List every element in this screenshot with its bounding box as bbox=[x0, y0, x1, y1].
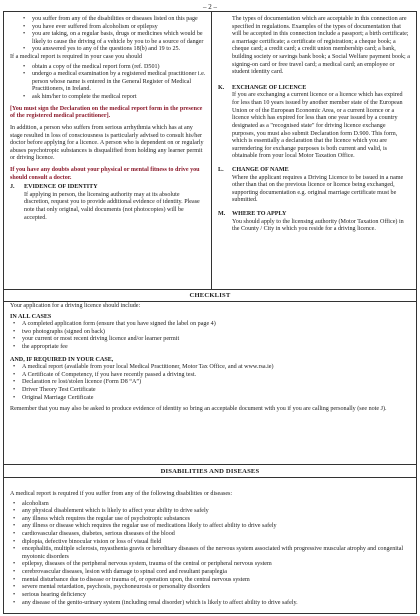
list-item: • Declaration re lost/stolen licence (Form D8 “A”) bbox=[10, 379, 410, 387]
checklist-intro: Your application for a driving licence should include: bbox=[10, 303, 141, 309]
if-required-list bbox=[10, 364, 410, 402]
diseases-list bbox=[10, 501, 412, 608]
list-item: • A medical report (available from your local Medical Practitioner, Motor Tax Office, and at www.rsa.ie) bbox=[10, 364, 410, 372]
section-k-text: If you are exchanging a current licence or a licence which has expired for less than 10 years issued by another member state of the European Union or of the European Economic Area, or a current licence or a licence which has expired for less than one year issued by a country designated as a "recognised state" for driving licence exchange purposes, you must also submit Declaration form D.900. This form, which is essentially a declaration that the licence which you are surrendering for exchange purposes is both current and valid, is obtainable from your local Motor Taxation Office. bbox=[232, 92, 403, 160]
section-j-text: If applying in person, the licensing authority may at its absolute discretion, request you to provide additional evidence of identity. Please note that only original, valid documents (not photocopies) will be accepted. bbox=[24, 191, 200, 221]
right-column bbox=[218, 16, 410, 236]
left-column bbox=[10, 16, 206, 224]
section-title: CHANGE OF NAME bbox=[232, 166, 289, 173]
section-letter: J. bbox=[10, 184, 15, 191]
list-item: • Original Marriage Certificate bbox=[10, 395, 410, 403]
list-item: • you answered yes to any of the questions 18(b) and 19 to 25. bbox=[18, 46, 206, 54]
diseases-section bbox=[10, 491, 412, 607]
section-letter: M. bbox=[218, 211, 226, 218]
column-divider bbox=[211, 12, 212, 290]
list-item: • you suffer from any of the disabilities or diseases listed on this page bbox=[18, 16, 206, 24]
list-item: • diplopia, defective binocular vision or loss of visual field bbox=[10, 539, 412, 547]
page-number: – 2 – bbox=[203, 3, 217, 11]
signature-warning: [You must sign the Declaration on the medical report form in the presence of the registered medical practitioner]. bbox=[10, 105, 203, 120]
list-item: • any illness which requires the regular use of psychotropic substances bbox=[10, 516, 412, 524]
diseases-intro: A medical report is required if you suffer from any of the following disabilities or diseases: bbox=[10, 491, 233, 497]
list-item: • Driver Theory Test Certificate bbox=[10, 387, 410, 395]
list-item: • mental disturbance due to disease or trauma of, or operation upon, the central nervous system bbox=[10, 577, 412, 585]
medical-trigger-list bbox=[18, 16, 206, 54]
arrhythmia-note: In addition, a person who suffers from serious arrhythmia which has at any stage resulted in loss of consciousness is particularly advised to consult his/her doctor before applying for a licence. A person who is dependent on or regularly abuses psychotropic substances is disqualified from holding any learner permit or driving licence. bbox=[10, 124, 204, 162]
all-cases-heading: IN ALL CASES bbox=[10, 313, 52, 320]
list-item: • A Certificate of Competency, if you have recently passed a driving test. bbox=[10, 372, 410, 380]
list-item: • any physical disablement which is likely to affect your ability to drive safely bbox=[10, 508, 412, 516]
section-letter: L. bbox=[218, 166, 224, 173]
section-l-text: Where the applicant requires a Driving Licence to be issued in a name other than that on the previous licence or licence being exchanged, supporting documentation e.g. original marriage certificate must be submitted. bbox=[232, 174, 404, 204]
list-item: • two photographs (signed on back) bbox=[10, 329, 410, 337]
section-l-heading bbox=[218, 167, 410, 175]
checklist-section bbox=[10, 303, 410, 416]
list-item: • you are taking, on a regular basis, drugs or medicines which would be likely to cause the driving of a vehicle by you to be a source of danger bbox=[18, 31, 206, 46]
list-item: • undergo a medical examination by a registered medical practitioner i.e. person whose name is entered in the General Register of Medical Practitioners, in Ireland. bbox=[18, 71, 206, 94]
list-item: • severe mental retardation, psychosis, psychoneurosis or personality disorders bbox=[10, 584, 412, 592]
list-item: • serious hearing deficiency bbox=[10, 592, 412, 600]
list-item: • A completed application form (ensure that you have signed the label on page 4) bbox=[10, 321, 410, 329]
list-item: • obtain a copy of the medical report form (ref. D501) bbox=[18, 64, 206, 72]
fitness-warning: If you have any doubts about your physical or mental fitness to drive you should consult a doctor. bbox=[10, 166, 200, 181]
checklist-heading: CHECKLIST bbox=[4, 290, 416, 302]
list-item: • cerebrovascular diseases, lesion with damage to spinal cord and resultant paraplegia bbox=[10, 569, 412, 577]
list-item: • you have ever suffered from alcoholism or epilepsy bbox=[18, 24, 206, 32]
diseases-heading: DISABILITIES AND DISEASES bbox=[4, 464, 416, 478]
medical-intro: If a medical report is required in your case you should bbox=[10, 54, 142, 61]
list-item: • your current or most recent driving licence and/or learner permit bbox=[10, 336, 410, 344]
section-m-heading bbox=[218, 211, 410, 219]
list-item: • encephalitis, multiple sclerosis, myasthenia gravis or hereditary diseases of the nervous system associated with progressive muscular atrophy and congenital myotonic disorders bbox=[10, 546, 412, 561]
notes-columns bbox=[4, 12, 416, 290]
list-item: • the appropriate fee bbox=[10, 344, 410, 352]
medical-steps-list bbox=[18, 64, 206, 102]
list-item: • ask him/her to complete the medical report bbox=[18, 94, 206, 102]
checklist-closing: Remember that you may also be asked to produce evidence of identity so bring an acceptable document with you if you are calling personally (see note J). bbox=[10, 406, 387, 413]
section-m-text: You should apply to the licensing authority (Motor Taxation Office) in the County / City in which you reside for a driving licence. bbox=[232, 218, 404, 233]
list-item: • alcoholism bbox=[10, 501, 412, 509]
section-title: EXCHANGE OF LICENCE bbox=[232, 84, 307, 91]
list-item: • cardiovascular diseases, diabetes, serious diseases of the blood bbox=[10, 531, 412, 539]
document-frame bbox=[3, 11, 417, 614]
if-required-heading: AND, IF REQUIRED IN YOUR CASE, bbox=[10, 356, 114, 363]
identity-documents-text: The types of documentation which are acceptable in this connection are specified in regulations. Examples of the types of documentation that will be accepted in this connection include a passport; a birth certificate; a marriage certificate; a certificate of registration; a cheque book; a cheque card; a credit card; a credit union membership card; a bank, building society or savings bank book; a Social Welfare payment book; a signing-on card or free travel card; a medical card; an employee or student identity card. bbox=[232, 16, 410, 76]
list-item: • any illness or disease which requires the regular use of medications likely to affect ability to drive safely bbox=[10, 523, 412, 531]
section-title: WHERE TO APPLY bbox=[232, 211, 287, 218]
all-cases-list bbox=[10, 321, 410, 351]
list-item: • epilepsy, diseases of the peripheral nervous system, trauma of the central or peripheral nervous system bbox=[10, 561, 412, 569]
list-item: • any disease of the genito-urinary system (including renal disorder) which is likely to affect ability to drive safely. bbox=[10, 600, 412, 608]
section-j-heading bbox=[10, 184, 206, 192]
section-title: EVIDENCE OF IDENTITY bbox=[24, 184, 98, 191]
section-letter: K. bbox=[218, 84, 225, 91]
